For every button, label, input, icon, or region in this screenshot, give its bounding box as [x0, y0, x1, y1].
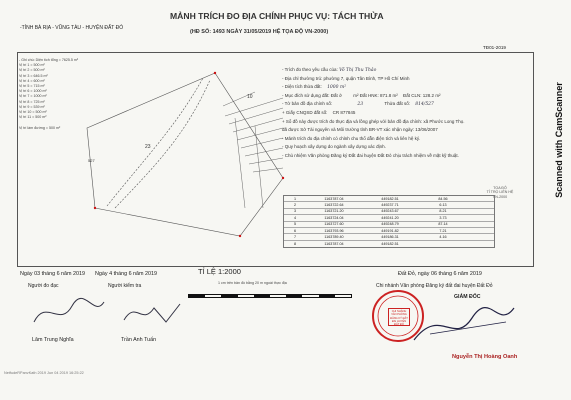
table-cell: 1 — [293, 196, 297, 201]
table-cell: 8.21 — [439, 209, 447, 214]
table-cell: 1163724.04 — [324, 215, 344, 220]
legend-item: Vị trí 7 = 1000 m² — [19, 94, 47, 99]
subdivision-line — [255, 126, 263, 208]
parcel-map — [85, 58, 285, 243]
coordinate-header-line: TỈ TRỌ LIÊN HỆ — [486, 190, 514, 195]
boundary-line — [87, 73, 283, 236]
road-line — [107, 78, 203, 206]
parcel-number-label: 527 — [88, 158, 95, 163]
table-cell: 4 — [293, 215, 297, 220]
table-cell: 1163793.96 — [324, 228, 344, 233]
note-line: - Quy hoạch xây dựng do ngành xây dựng xác định. — [282, 144, 386, 150]
stamp-text: CHI NHÁNH VĂN PHÒNG ĐĂNG KÝ ĐẤT ĐAI HUYỆN ĐẤT ĐỎ — [388, 308, 410, 326]
signature-surveyor — [30, 292, 110, 332]
legend-item: Vị trí 8 = 725 m² — [19, 99, 45, 104]
note-line: đã được Sở Tài nguyên và Môi trường tỉnh BR-VT xác nhận ngày: 13/06/2007 — [282, 127, 438, 133]
table-cell: 3 — [293, 209, 297, 214]
cert-value: CR 877845 — [332, 109, 356, 115]
date-director: Đất Đỏ, ngày 06 tháng 6 năm 2019 — [398, 271, 482, 277]
scale-bar-label: 1 cm trên bản đồ bằng 20 m ngoài thực địa — [218, 281, 287, 285]
parcel-number-label: 10 — [247, 94, 253, 100]
document-title: MẢNH TRÍCH ĐO ĐỊA CHÍNH PHỤC VỤ: TÁCH THỬA — [170, 11, 384, 21]
table-cell: 449182.51 — [381, 241, 399, 246]
boundary-point — [94, 207, 96, 209]
table-cell: 449182.51 — [381, 196, 399, 201]
table-cell: 5 — [293, 222, 297, 227]
subdivision-line — [237, 128, 283, 140]
table-cell: 4.16 — [439, 235, 447, 240]
hnk-label: m² Đất HNK: 871.8 m² — [353, 92, 398, 98]
table-cell: 84.56 — [438, 196, 448, 201]
table-cell: 449191.82 — [381, 228, 399, 233]
legend-item: Vị trí 5 = 715 m² — [19, 83, 45, 88]
sheet-label: - Tờ bản đồ địa chính số: — [282, 101, 333, 107]
legend-item: Vị trí 11 = 500 m² — [19, 115, 47, 120]
legend-item: Vị trí 3 = 646.5 m² — [19, 73, 48, 78]
province-label: -TỈNH BÀ RỊA - VŨNG TÀU - HUYỆN ĐẤT ĐỎ — [20, 25, 124, 31]
parcel-value: 814/527 — [415, 102, 434, 108]
legend-road-area: Vị trí làm đường = 500 m² — [19, 126, 61, 131]
print-footer: NetfudeRPanvKath 2019 Jun 04 2019 16:25:22 — [4, 371, 84, 375]
role-surveyor: Người đo đạc — [28, 283, 59, 289]
address-row: - Địa chỉ thường trú: phường 7, quận Tân Bình, TP Hồ Chí Minh — [282, 75, 410, 81]
usage-label: - Mục đích sử dụng đất: Đất ở — [282, 92, 342, 98]
scanner-watermark — [548, 45, 570, 235]
name-director: Nguyễn Thị Hoàng Oanh — [452, 354, 518, 360]
table-cell: 8 — [293, 241, 297, 246]
table-cell: 449186.31 — [381, 235, 399, 240]
date-surveyor: Ngày 03 tháng 6 năm 2019 — [20, 271, 86, 277]
area-row — [282, 84, 534, 93]
legend-item: Vị trí 1 = 500 m² — [19, 63, 45, 68]
legend-item: Vị trí 4 = 600 m² — [19, 78, 45, 83]
table-cell: 449241.20 — [381, 215, 399, 220]
sheet-row — [282, 101, 534, 110]
note-line: - Mảnh trích đo địa chính có chỉnh chu thổ dẫn điện tích và liên hệ ký. — [282, 135, 421, 141]
coordinate-header-line: VN-2000 — [492, 194, 508, 199]
cert-label: + Giấy CNQSD đất số: — [282, 109, 328, 115]
boundary-point — [214, 72, 216, 74]
subdivision-line — [241, 138, 283, 148]
table-cell: 1163787.04 — [324, 241, 344, 246]
parcel-label: Thửa đất số: — [384, 101, 410, 107]
table-cell: 2 — [293, 203, 297, 208]
road-line — [115, 80, 210, 208]
note-line: + Sổ đồ này được trích đo thực địa và lồng ghép với bản đồ địa chính: xã Phước Long Thọ. — [282, 118, 465, 124]
applicant-row — [282, 67, 534, 76]
table-cell: 1163727.60 — [324, 222, 344, 227]
table-cell: 3.73 — [439, 215, 447, 220]
table-cell: 1163787.04 — [324, 196, 344, 201]
signature-checker — [118, 292, 188, 332]
legend-item: Vị trí 9 = 539 m² — [19, 104, 45, 109]
legend-item: Vị trí 6 = 1000 m² — [19, 89, 47, 94]
subdivision-line — [229, 108, 283, 124]
role-director: GIÁM ĐỐC — [454, 294, 481, 300]
applicant-label: - Trích đo theo yêu cầu của: — [282, 67, 338, 72]
table-cell: 1163789.40 — [324, 235, 344, 240]
scanner-mark-text: Scanned with CamScanner — [554, 82, 564, 198]
legend-item: - Ghi chú: Diện tích tổng = 7625.5 m² — [19, 58, 79, 62]
boundary-point — [239, 235, 241, 237]
table-cell: 7 — [293, 235, 297, 240]
parcel-number-label: 23 — [145, 144, 151, 150]
scale-label: TỈ LỆ 1:2000 — [198, 267, 241, 276]
subdivision-line — [235, 118, 245, 208]
table-cell: 449243.67 — [381, 209, 399, 214]
name-surveyor: Lâm Trung Nghĩa — [32, 337, 74, 343]
date-checker: Ngày 4 tháng 6 năm 2019 — [95, 271, 158, 277]
table-cell: 6 — [293, 228, 297, 233]
legend-item: Vị trí 2 = 500 m² — [19, 68, 45, 73]
cln-label: Đất CLN: 128.2 m² — [403, 92, 441, 98]
table-cell: 1163721.20 — [324, 209, 344, 214]
scale-bar — [188, 294, 352, 298]
role-checker: Người kiểm tra — [108, 283, 142, 289]
form-code: TĐ01-2019 — [483, 45, 506, 50]
table-cell: 6.13 — [439, 203, 447, 208]
table-row — [284, 241, 494, 247]
table-cell: 449237.71 — [381, 203, 399, 208]
coordinate-header-line: TỌA ĐỘ — [493, 186, 507, 190]
boundary-point — [282, 177, 284, 179]
cert-row — [282, 110, 534, 119]
table-cell: 7.21 — [439, 228, 447, 233]
legend-item: Vị trí 10 = 500 m² — [19, 109, 47, 114]
role-office: Chi nhánh Văn phòng Đăng ký đất đai huyện Đất Đỏ — [376, 283, 493, 289]
applicant-name: Võ Thị Thu Thảo — [339, 68, 377, 73]
coordinate-table — [283, 195, 495, 248]
sheet-value: 23 — [357, 102, 364, 108]
document-subtitle: (HĐ SỐ: 1493 NGÀY 31/05/2019 HỆ TỌA ĐỘ VN-2000) — [190, 29, 329, 35]
parcel-info — [282, 67, 534, 162]
name-checker: Trần Anh Tuấn — [121, 337, 157, 343]
table-cell: 87.14 — [438, 222, 448, 227]
area-value: 1000 m² — [327, 85, 347, 91]
signature-director — [410, 300, 520, 350]
table-cell: 1163722.64 — [324, 203, 344, 208]
table-cell: 449248.79 — [381, 222, 399, 227]
note-line: - Chủ nhiệm Văn phòng Đăng ký Đất đai huyện Đất Đỏ chịu trách nhiệm về mặt kỹ thuật. — [282, 152, 459, 158]
subdivision-line — [225, 98, 283, 116]
area-legend — [19, 58, 87, 131]
subdivision-line — [249, 158, 283, 164]
area-label: - Diện tích thửa đất: — [282, 84, 322, 90]
